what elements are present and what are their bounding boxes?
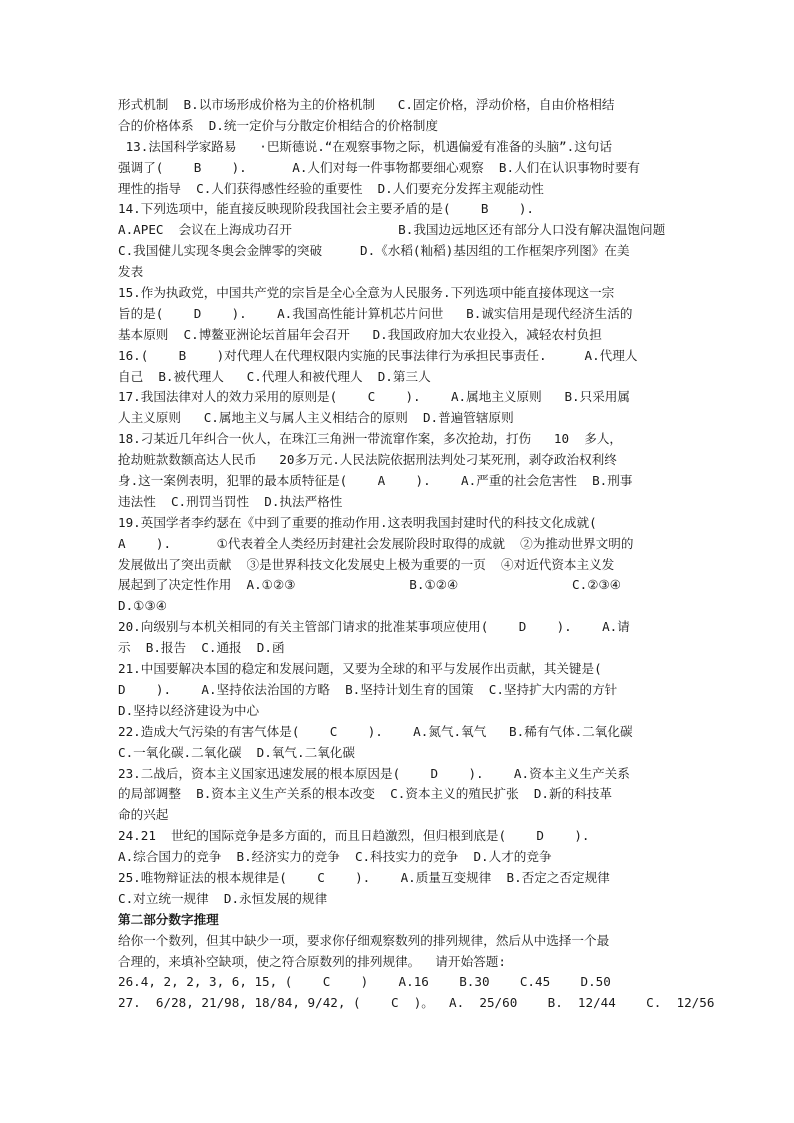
text-line: 14.下列选项中，能直接反映现阶段我国社会主要矛盾的是( B ).	[118, 201, 534, 217]
text-line: 合理的，来填补空缺项，使之符合原数列的排列规律。 请开始答题:	[118, 953, 506, 969]
text-line: 发表	[118, 264, 144, 280]
text-line: 自己 B.被代理人 C.代理人和被代理人 D.第三人	[118, 368, 431, 384]
text-line: 21.中国要解决本国的稳定和发展问题，又要为全球的和平与发展作出贡献，其关键是(	[118, 661, 602, 677]
text-line: 25.唯物辩证法的根本规律是( C ). A.质量互变规律 B.否定之否定规律	[118, 869, 610, 885]
document-page	[118, 95, 715, 1014]
text-line: 19.英国学者李约瑟在《中到了重要的推动作用.这表明我国封建时代的科技文化成就(	[118, 514, 597, 530]
text-line: A ). ①代表着全人类经历封建社会发展阶段时取得的成就 ②为推动世界文明的	[118, 535, 634, 551]
text-line: 17.我国法律对人的效力采用的原则是( C ). A.属地主义原则 B.只采用属	[118, 389, 630, 405]
text-line: 22.造成大气污染的有害气体是( C ). A.氮气.氧气 B.稀有气体.二氧化碳	[118, 723, 633, 739]
text-line: 强调了( B ). A.人们对每一件事物都要细心观察 B.人们在认识事物时要有	[118, 159, 641, 175]
text-line: C.对立统一规律 D.永恒发展的规律	[118, 890, 328, 906]
document-body	[118, 95, 678, 910]
section-title: 第二部分数字推理	[118, 911, 219, 927]
text-line: 抢劫赃款数额高达人民币 20多万元.人民法院依据刑法判处刁某死刑，剥夺政治权利终	[118, 452, 617, 468]
text-line: 20.向级别与本机关相同的有关主管部门请求的批准某事项应使用( D ). A.请	[118, 619, 630, 635]
text-line: 15.作为执政党，中国共产党的宗旨是全心全意为人民服务.下列选项中能直接体现这一宗	[118, 285, 615, 301]
text-line: 违法性 C.刑罚当罚性 D.执法严格性	[118, 493, 343, 509]
text-line: C.一氧化碳.二氧化碳 D.氧气.二氧化碳	[118, 744, 355, 760]
text-line: D ). A.坚持依法治国的方略 B.坚持计划生育的国策 C.坚持扩大内需的方针	[118, 681, 618, 697]
text-line: A.综合国力的竞争 B.经济实力的竞争 C.科技实力的竞争 D.人才的竞争	[118, 849, 552, 865]
text-line: 展起到了决定性作用 A.①②③ B.①②④ C.②③④	[118, 577, 622, 593]
text-line: D.①③④	[118, 598, 168, 614]
text-line: 合的价格体系 D.统一定价与分散定价相结合的价格制度	[118, 117, 438, 133]
text-line: D.坚持以经济建设为中心	[118, 702, 260, 718]
text-line: 23.二战后，资本主义国家迅速发展的根本原因是( D ). A.资本主义生产关系	[118, 765, 630, 781]
text-line: 的局部调整 B.资本主义生产关系的根本改变 C.资本主义的殖民扩张 D.新的科技革	[118, 786, 612, 802]
text-line: 基本原则 C.博鳌亚洲论坛首届年会召开 D.我国政府加大农业投入，减轻农村负担	[118, 326, 602, 342]
text-line: 身.这一案例表明，犯罪的最本质特征是( A ). A.严重的社会危害性 B.刑事	[118, 473, 633, 489]
text-line: C.我国健儿实现冬奥会金牌零的突破 D.《水稻(籼稻)基因组的工作框架序列图》在美	[118, 243, 630, 259]
text-line: A.APEC 会议在上海成功召开 B.我国边远地区还有部分人口没有解决温饱问题	[118, 222, 666, 238]
text-line: 27. 6/28, 21/98, 18/84, 9/42, ( C )。 A. 25/60 B. 12/44 C. 12/56	[118, 995, 715, 1011]
text-line: 13.法国科学家路易 ·巴斯德说.“在观察事物之际，机遇偏爱有准备的头脑”.这句话	[118, 138, 612, 154]
text-line: 理性的指导 C.人们获得感性经验的重要性 D.人们要充分发挥主观能动性	[118, 180, 544, 196]
text-line: 命的兴起	[118, 807, 169, 823]
text-line: 示 B.报告 C.通报 D.函	[118, 640, 285, 656]
text-line: 人主义原则 C.属地主义与属人主义相结合的原则 D.普遍管辖原则	[118, 410, 514, 426]
section-body	[118, 931, 715, 1015]
text-line: 发展做出了突出贡献 ③是世界科技文化发展史上极为重要的一页 ④对近代资本主义发	[118, 556, 615, 572]
text-line: 旨的是( D ). A.我国高性能计算机芯片问世 B.诚实信用是现代经济生活的	[118, 305, 633, 321]
text-line: 16.( B )对代理人在代理权限内实施的民事法律行为承担民事责任. A.代理人	[118, 347, 638, 363]
text-line: 给你一个数列，但其中缺少一项，要求你仔细观察数列的排列规律，然后从中选择一个最	[118, 932, 610, 948]
text-line: 18.刁某近几年纠合一伙人，在珠江三角洲一带流窜作案，多次抢劫，打伤 10 多人，	[118, 431, 623, 447]
text-line: 26.4, 2, 2, 3, 6, 15, ( C ) A.16 B.30 C.45 D.50	[118, 974, 611, 990]
text-line: 形式机制 B.以市场形成价格为主的价格机制 C.固定价格，浮动价格，自由价格相结	[118, 97, 615, 112]
text-line: 24.21 世纪的国际竞争是多方面的，而且日趋激烈，但归根到底是( D ).	[118, 828, 590, 844]
